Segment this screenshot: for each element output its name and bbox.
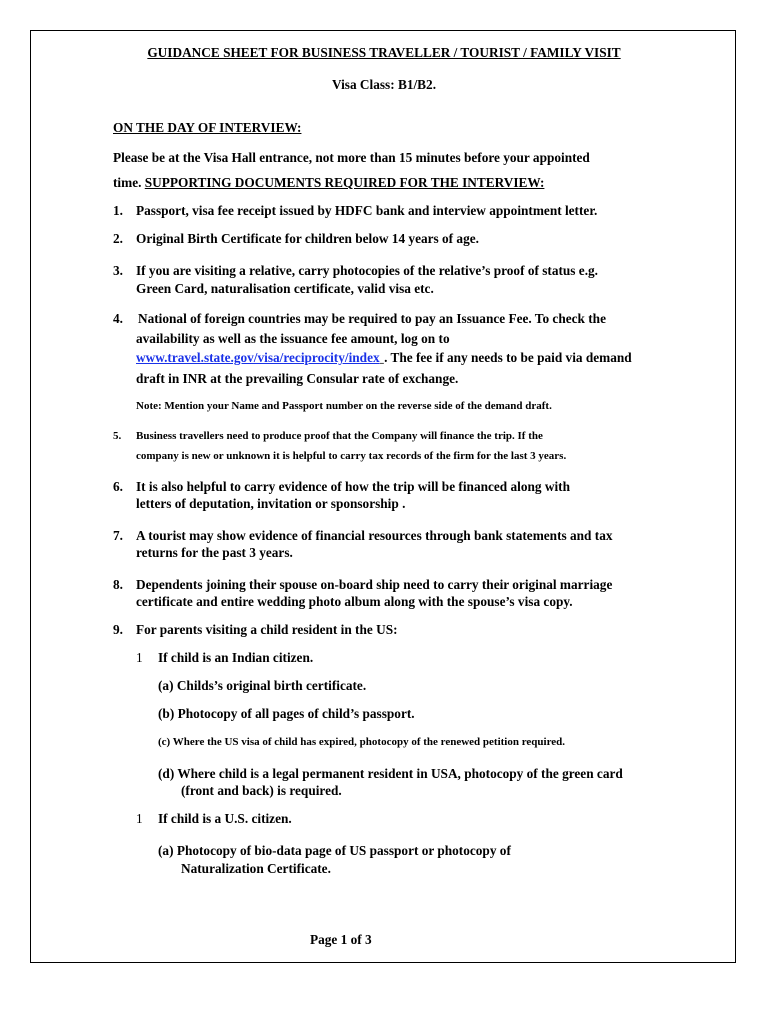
item-4-line1: National of foreign countries may be required to pay an Issuance Fee. To check the — [138, 311, 606, 326]
item-1-text: Passport, visa fee receipt issued by HDFC bank and interview appointment letter. — [136, 203, 598, 218]
item-number: 7. — [113, 528, 123, 543]
time-text: time. — [113, 175, 142, 190]
document-title: GUIDANCE SHEET FOR BUSINESS TRAVELLER / TOURIST / FAMILY VISIT — [147, 45, 621, 60]
bullet-marker: 1 — [136, 811, 143, 826]
item-6-line1: It is also helpful to carry evidence of how the trip will be financed along with — [136, 479, 570, 494]
sub-a-item-c: (c) Where the US visa of child has expired, photocopy of the renewed petition required. — [158, 736, 565, 748]
sub-a-item-b: (b) Photocopy of all pages of child’s passport. — [158, 706, 415, 721]
item-number: 1. — [113, 203, 123, 218]
indian-citizen-heading: If child is an Indian citizen. — [158, 650, 314, 665]
item-4-line4: draft in INR at the prevailing Consular rate of exchange. — [136, 371, 459, 386]
item-number: 4. — [113, 311, 123, 326]
item-8-line1: Dependents joining their spouse on-board ship need to carry their original marriage — [136, 577, 613, 592]
interview-instruction-line1: Please be at the Visa Hall entrance, not more than 15 minutes before your appointed — [113, 150, 590, 165]
item-number: 8. — [113, 577, 123, 592]
item-7-line2: returns for the past 3 years. — [136, 545, 293, 560]
item-9-text: For parents visiting a child resident in the US: — [136, 622, 398, 637]
item-7-line1: A tourist may show evidence of financial resources through bank statements and tax — [136, 528, 613, 543]
visa-class: Visa Class: B1/B2. — [331, 77, 437, 92]
item-3-line1: If you are visiting a relative, carry photocopies of the relative’s proof of status e.g. — [136, 263, 599, 278]
sub-b-item-a-line2: Naturalization Certificate. — [181, 861, 331, 876]
item-5-line1: Business travellers need to produce proof that the Company will finance the trip. If the — [136, 430, 543, 442]
sub-b-item-a-line1: (a) Photocopy of bio-data page of US passport or photocopy of — [158, 843, 511, 858]
item-number: 9. — [113, 622, 123, 637]
interview-instruction-line2 — [113, 176, 544, 189]
item-4-line2: availability as well as the issuance fee amount, log on to — [136, 331, 450, 346]
item-number: 6. — [113, 479, 123, 494]
bullet-marker: 1 — [136, 650, 143, 665]
item-number: 2. — [113, 231, 123, 246]
item-8-line2: certificate and entire wedding photo album along with the spouse’s visa copy. — [136, 594, 573, 609]
interview-day-heading: ON THE DAY OF INTERVIEW: — [113, 120, 302, 135]
item-5-line2: company is new or unknown it is helpful to carry tax records of the firm for the last 3 years. — [136, 450, 567, 462]
sub-a-item-d-line1: (d) Where child is a legal permanent resident in USA, photocopy of the green card — [158, 766, 623, 781]
item-2-text: Original Birth Certificate for children below 14 years of age. — [136, 231, 479, 246]
supporting-documents-heading: SUPPORTING DOCUMENTS REQUIRED FOR THE INTERVIEW: — [144, 175, 545, 190]
page-number: Page 1 of 3 — [310, 932, 372, 947]
demand-draft-note: Note: Mention your Name and Passport number on the reverse side of the demand draft. — [136, 400, 552, 412]
sub-a-item-d-line2: (front and back) is required. — [181, 783, 342, 798]
item-6-line2: letters of deputation, invitation or sponsorship . — [136, 496, 406, 511]
item-3-line2: Green Card, naturalisation certificate, valid visa etc. — [136, 281, 434, 296]
item-4-line3 — [136, 351, 632, 364]
item-number: 5. — [113, 430, 122, 442]
sub-a-item-a: (a) Childs’s original birth certificate. — [158, 678, 367, 693]
text-cursor: ˍ — [379, 350, 385, 365]
item-4-after-link: . The fee if any needs to be paid via demand — [384, 350, 632, 365]
item-number: 3. — [113, 263, 123, 278]
us-citizen-heading: If child is a U.S. citizen. — [158, 811, 292, 826]
reciprocity-link[interactable]: www.travel.state.gov/visa/reciprocity/index — [136, 350, 380, 365]
